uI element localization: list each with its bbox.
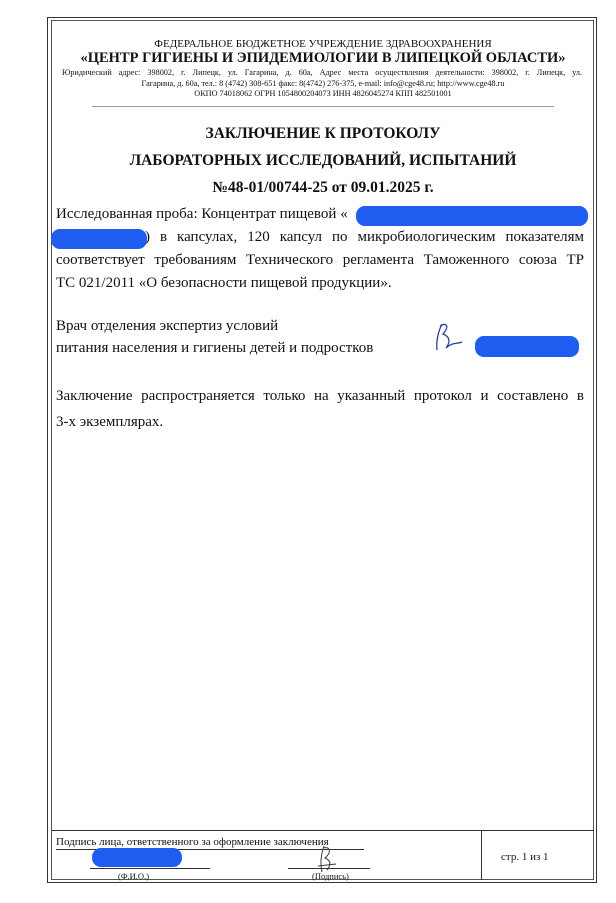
sample-text-3: соответствует требованиям Технического регламента Таможенного союза ТР xyxy=(56,252,584,268)
scope-text-1: Заключение распространяется только на указанный протокол и составлено в xyxy=(56,388,584,404)
protocol-number: №48-01/00744-25 от 09.01.2025 г. xyxy=(212,179,434,196)
redacted-product-name xyxy=(356,206,588,226)
sample-text-1: Исследованная проба: Концентрат пищевой « xyxy=(56,206,348,222)
sample-text-4: ТС 021/2011 «О безопасности пищевой продукции». xyxy=(56,275,392,291)
sign-caption: (Подпись) xyxy=(312,871,349,881)
scope-text-2: 3-х экземплярах. xyxy=(56,414,164,430)
org-address: Юридический адрес: 398002, г. Липецк, ул. Гагарина, д. 60а, Адрес места осуществления деятельности: 398002, г. Липецк, ул. xyxy=(62,68,582,77)
footer-column-divider xyxy=(481,830,482,880)
redacted-doctor-name xyxy=(475,336,579,357)
sample-text-2: ) в капсулах, 120 капсул по микробиологическим показателям xyxy=(145,229,584,245)
doc-subtitle: ЛАБОРАТОРНЫХ ИССЛЕДОВАНИЙ, ИСПЫТАНИЙ xyxy=(129,152,517,169)
fio-line xyxy=(90,868,210,869)
doctor-title-2: питания населения и гигиены детей и подростков xyxy=(56,340,374,356)
sign-line xyxy=(288,868,370,869)
fio-caption: (Ф.И.О.) xyxy=(118,871,150,881)
org-type: ФЕДЕРАЛЬНОЕ БЮДЖЕТНОЕ УЧРЕЖДЕНИЕ ЗДРАВООХРАНЕНИЯ xyxy=(154,38,492,50)
org-name: «ЦЕНТР ГИГИЕНЫ И ЭПИДЕМИОЛОГИИ В ЛИПЕЦКОЙ ОБЛАСТИ» xyxy=(80,50,566,66)
org-codes: ОКПО 74018062 ОГРН 1054800204073 ИНН 4826045274 КПП 482501001 xyxy=(194,89,452,98)
doc-title: ЗАКЛЮЧЕНИЕ К ПРОТОКОЛУ xyxy=(205,125,441,142)
header-divider xyxy=(92,106,554,107)
doctor-signature xyxy=(428,320,468,354)
redacted-product-name-cont xyxy=(51,229,147,249)
responsible-signature-label: Подпись лица, ответственного за оформление заключения xyxy=(56,836,329,848)
doctor-title-1: Врач отделения экспертиз условий xyxy=(56,318,279,334)
org-contacts: Гагарина, д. 60а, тел.: 8 (4742) 308-651 факс: 8(4742) 276-375, e-mail: info@cge48.ru; http://www.cge48.ru xyxy=(141,79,505,88)
page-number: стр. 1 из 1 xyxy=(501,851,549,863)
redacted-responsible-name xyxy=(92,848,182,867)
responsible-signature xyxy=(314,844,340,874)
document-inner-border xyxy=(51,20,594,880)
footer-divider xyxy=(52,830,594,831)
